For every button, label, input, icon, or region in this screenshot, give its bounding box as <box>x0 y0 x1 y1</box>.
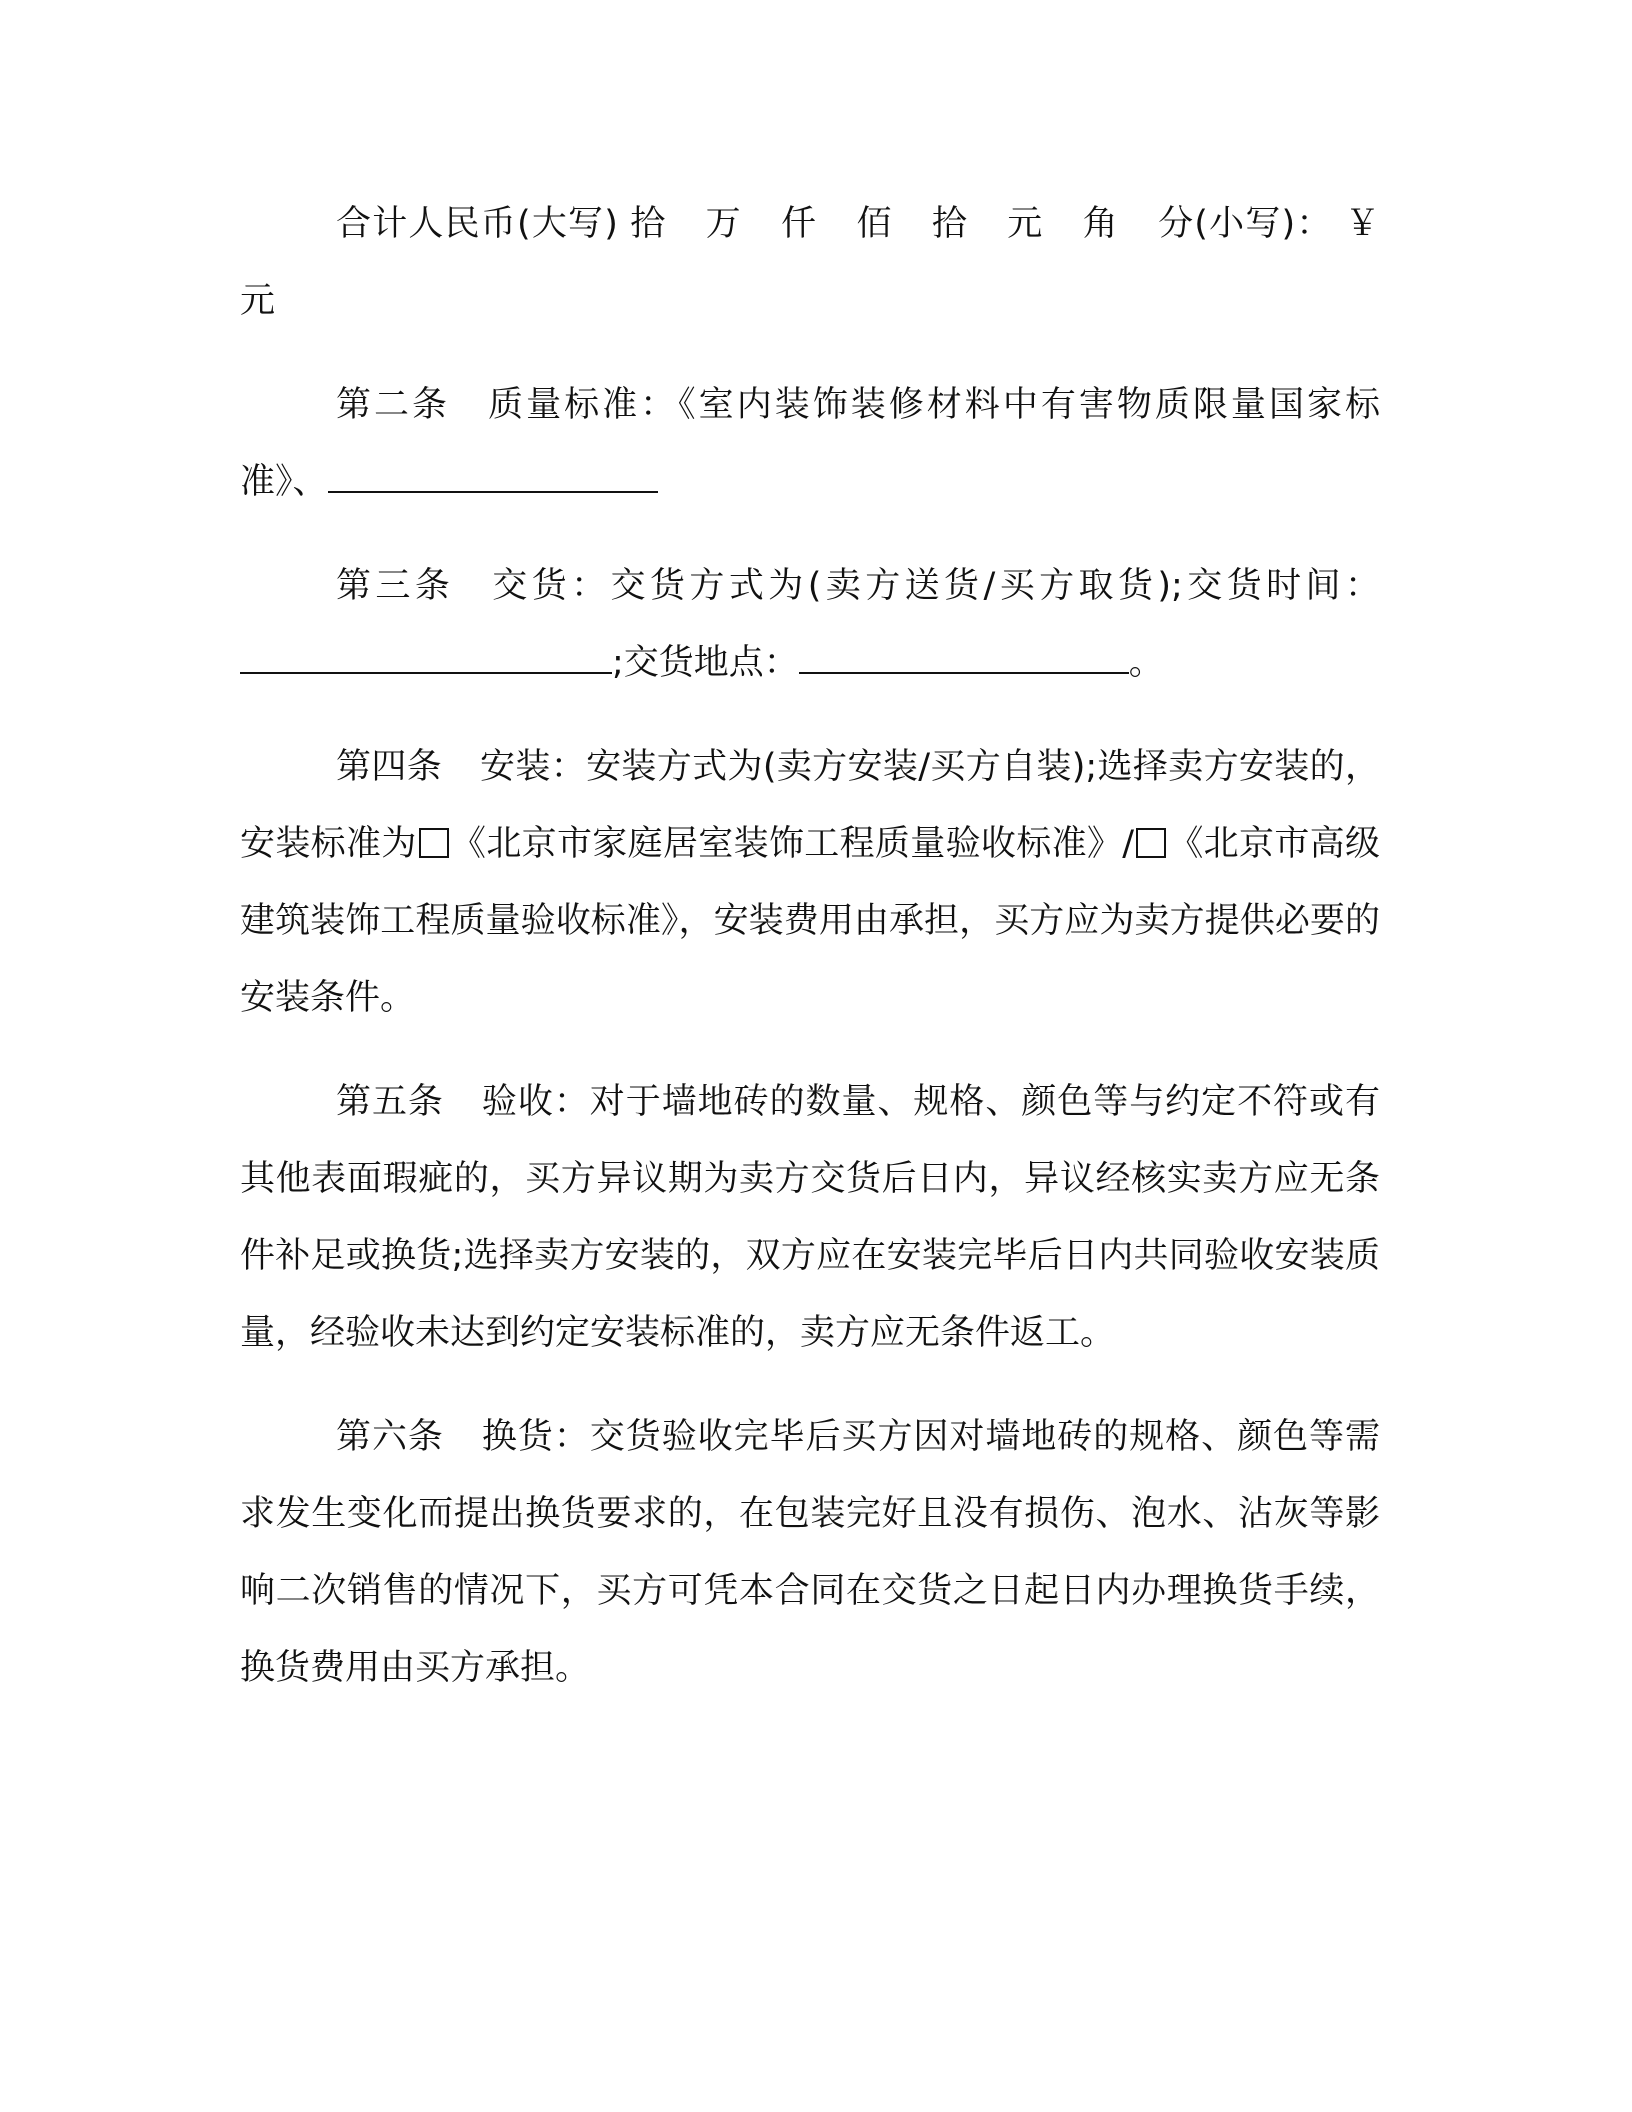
article-3-number: 第三条 <box>336 566 455 606</box>
total-label-a: 合计人民币(大写) <box>336 204 618 244</box>
unit-qian: 仟 <box>779 204 818 244</box>
delivery-time-blank[interactable] <box>240 644 612 674</box>
article-3-text-b: ;交货地点： <box>612 643 799 683</box>
article-4-text-a: 安装：安装方式为(卖方安装/买方自装);选择卖方安装的，安装标准为 <box>240 747 1380 864</box>
unit-jiao: 角 <box>1081 204 1119 244</box>
unit-shi-1: 拾 <box>630 204 667 244</box>
article-2 <box>240 367 1380 521</box>
article-4-number: 第四条 <box>336 747 443 787</box>
checkbox-home-standard[interactable] <box>419 828 449 858</box>
article-3-text-a: 交货：交货方式为(卖方送货/买方取货);交货时间： <box>492 566 1380 606</box>
article-4-text-c: 《北京市高级建筑装饰工程质量验收标准》，安装费用由承担，买方应为卖方提供必要的安装条件。 <box>240 824 1380 1018</box>
currency-symbol: ￥ <box>1344 204 1380 244</box>
article-2-number: 第二条 <box>336 385 451 425</box>
yuan-suffix: 元 <box>240 281 276 321</box>
unit-bai: 佰 <box>855 204 893 244</box>
article-3 <box>240 548 1380 702</box>
contract-body <box>240 186 1380 1734</box>
article-5 <box>240 1064 1380 1372</box>
article-3-text-c: 。 <box>1128 643 1164 683</box>
article-2-text: 质量标准：《室内装饰装修材料中有害物质限量国家标准》、 <box>240 385 1380 502</box>
unit-yuan: 元 <box>1006 204 1044 244</box>
total-amount-paragraph <box>240 186 1380 340</box>
article-6-number: 第六条 <box>336 1417 444 1457</box>
unit-shi-2: 拾 <box>930 204 969 244</box>
total-label-b: (小写)： <box>1194 204 1333 244</box>
quality-standard-blank[interactable] <box>328 463 658 493</box>
checkbox-advanced-standard[interactable] <box>1136 828 1166 858</box>
article-6 <box>240 1399 1380 1707</box>
article-6-text: 换货：交货验收完毕后买方因对墙地砖的规格、颜色等需求发生变化而提出换货要求的，在包装完好且没有损伤、泡水、沾灰等影响二次销售的情况下，买方可凭本合同在交货之日起日内办理换货手续，换货费用由买方承担。 <box>240 1417 1380 1688</box>
article-4-text-b: 《北京市家庭居室装饰工程质量验收标准》/ <box>450 824 1135 864</box>
unit-wan: 万 <box>704 204 742 244</box>
article-5-number: 第五条 <box>336 1082 444 1122</box>
unit-fen: 分 <box>1156 204 1195 244</box>
article-5-text: 验收：对于墙地砖的数量、规格、颜色等与约定不符或有其他表面瑕疵的，买方异议期为卖方交货后日内，异议经核实卖方应无条件补足或换货;选择卖方安装的，双方应在安装完毕后日内共同验收安装质量，经验收未达到约定安装标准的，卖方应无条件返工。 <box>240 1082 1380 1353</box>
delivery-place-blank[interactable] <box>799 644 1129 674</box>
article-4 <box>240 729 1380 1037</box>
